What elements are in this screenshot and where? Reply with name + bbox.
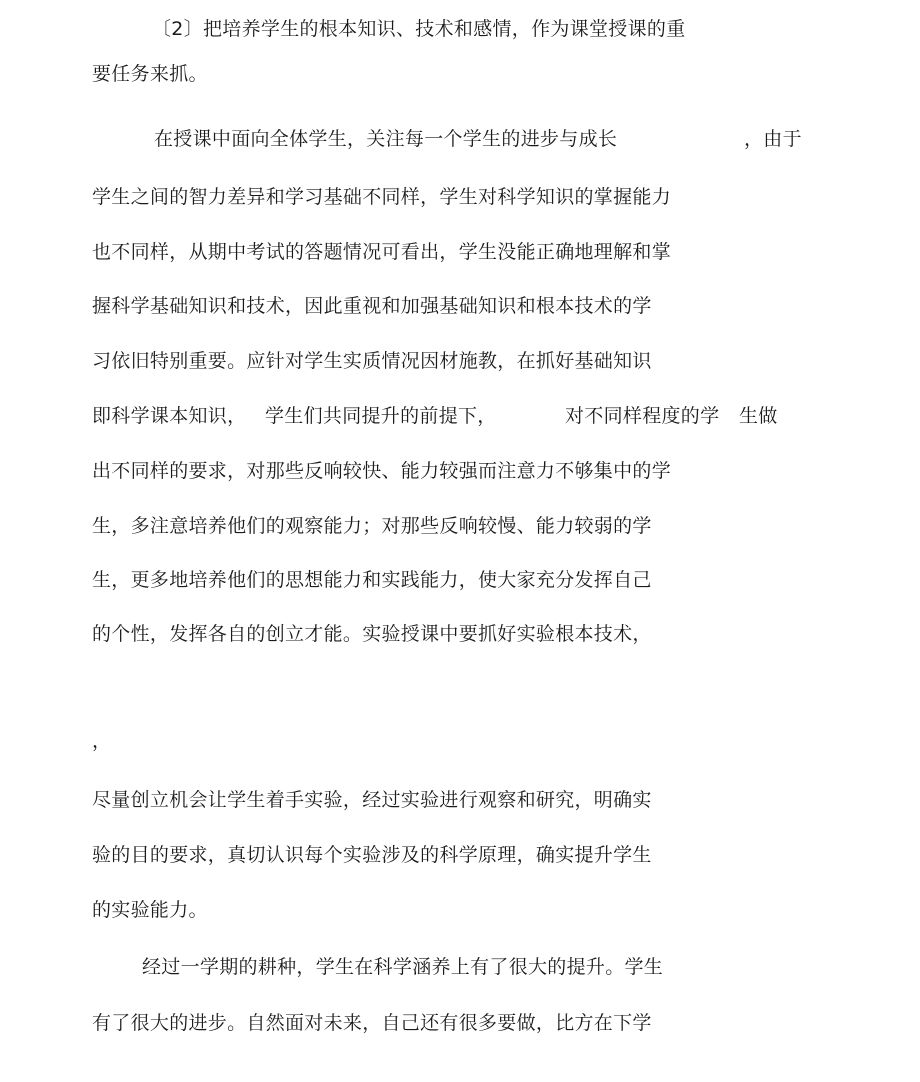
paragraph-line: 验的目的要求，真切认识每个实验涉及的科学原理，确实提升学生 — [92, 844, 652, 866]
paragraph-line: 生，更多地培养他们的思想能力和实践能力，使大家充分发挥自己 — [92, 569, 652, 591]
paragraph-line: 在授课中面向全体学生，关注每一个学生的进步与成长 — [154, 128, 618, 150]
paragraph-line: 握科学基础知识和技术，因此重视和加强基础知识和根本技术的学 — [92, 295, 652, 317]
paragraph-line: 经过一学期的耕种，学生在科学涵养上有了很大的提升。学生 — [142, 956, 664, 978]
paragraph-line: 学生之间的智力差异和学习基础不同样，学生对科学知识的掌握能力 — [92, 186, 672, 208]
paragraph-line: 出不同样的要求，对那些反响较快、能力较强而注意力不够集中的学 — [92, 460, 672, 482]
paragraph-line: ，由于 — [744, 128, 802, 150]
paragraph-line: 生，多注意培养他们的观察能力；对那些反响较慢、能力较弱的学 — [92, 515, 652, 537]
paragraph-line: 〔2〕把培养学生的根本知识、技术和感情，作为课堂授课的重 — [152, 18, 686, 40]
paragraph-line: 学生们共同提升的前提下， — [265, 405, 497, 427]
paragraph-line: 即科学课本知识， — [92, 405, 247, 427]
paragraph-line: 有了很大的进步。自然面对未来，自己还有很多要做，比方在下学 — [92, 1012, 652, 1034]
paragraph-line: 的个性，发挥各自的创立才能。实验授课中要抓好实验根本技术， — [92, 623, 652, 645]
paragraph-line: 也不同样，从期中考试的答题情况可看出，学生没能正确地理解和掌 — [92, 241, 672, 263]
paragraph-line: ， — [92, 730, 112, 752]
paragraph-line: 的实验能力。 — [92, 899, 208, 921]
paragraph-line: 生做 — [739, 405, 778, 427]
paragraph-line: 尽量创立机会让学生着手实验，经过实验进行观察和研究，明确实 — [92, 789, 652, 811]
paragraph-line: 要任务来抓。 — [92, 63, 208, 85]
paragraph-line: 习依旧特别重要。应针对学生实质情况因材施教，在抓好基础知识 — [92, 350, 652, 372]
paragraph-line: 对不同样程度的学 — [565, 405, 720, 427]
